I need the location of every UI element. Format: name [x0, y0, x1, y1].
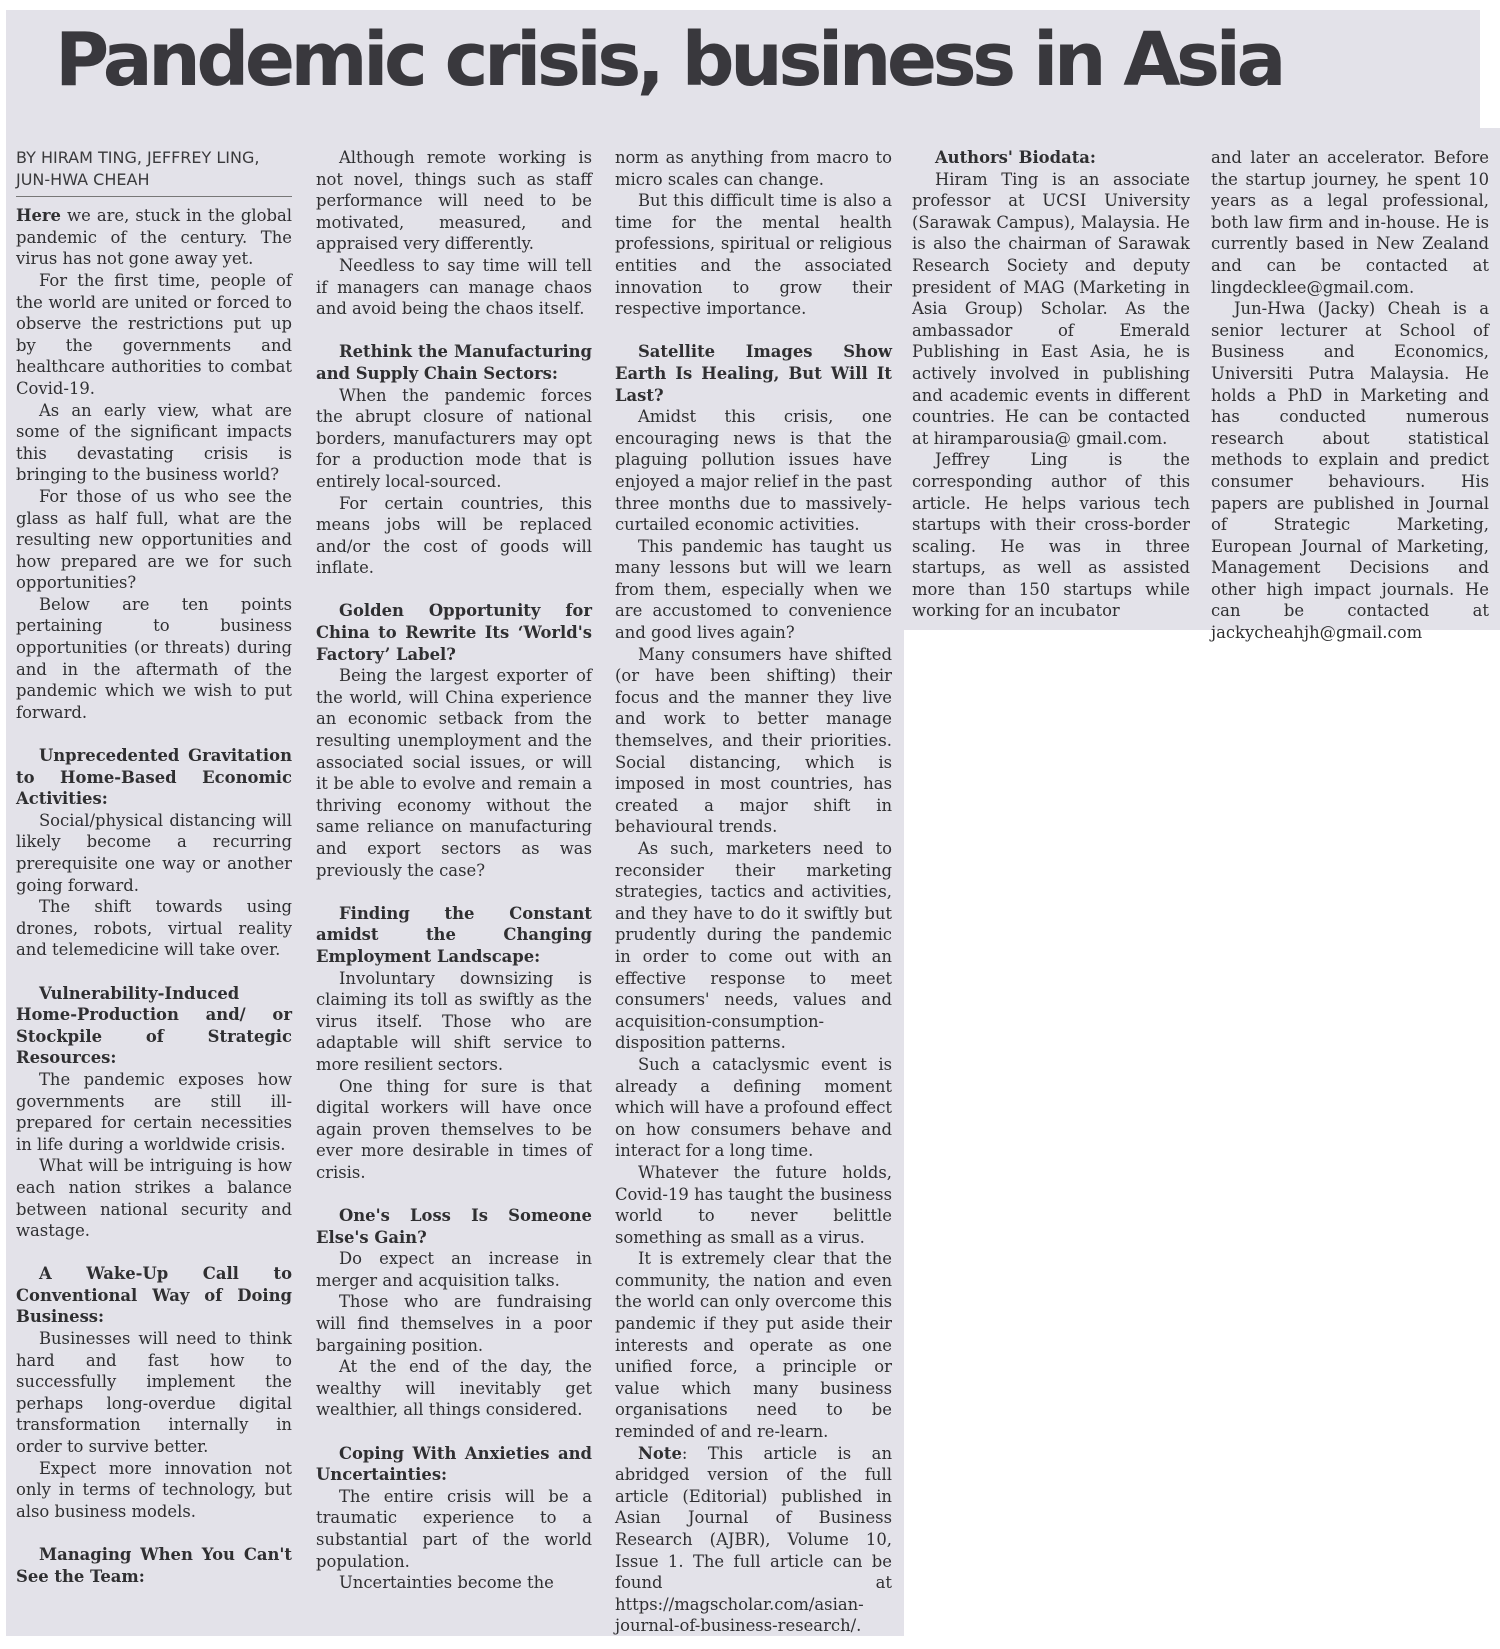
paragraph: Involuntary downsizing is claiming its toll as swiftly as the virus itself. Those who are adaptable will shift service to more resilient sectors.	[316, 968, 592, 1074]
biodata-column-2	[1211, 147, 1489, 644]
paragraph: and later an accelerator. Before the startup journey, he spent 10 years as a legal professional, both law firm and in-house. He is currently based in New Zealand and can be contacted at lingdecklee@gmail.com.	[1211, 148, 1489, 297]
subheading: Golden Opportunity for China to Rewrite Its ‘World's Factory’ Label?	[316, 601, 592, 664]
article-column-2	[316, 147, 592, 1594]
headline: Pandemic crisis, business in Asia	[55, 17, 1282, 103]
paragraph-text: we are, stuck in the global pandemic of the century. The virus has not gone away yet.	[16, 206, 292, 269]
paragraph: Whatever the future holds, Covid-19 has taught the business world to never belittle something as small as a virus.	[615, 1162, 892, 1247]
paragraph: This pandemic has taught us many lessons but will we learn from them, especially when we are accustomed to convenience and good lives again?	[615, 536, 892, 643]
paragraph: Below are ten points pertaining to business opportunities (or threats) during and in the aftermath of the pandemic which we wish to put forward.	[16, 594, 292, 722]
paragraph: The entire crisis will be a traumatic experience to a substantial part of the world population.	[316, 1486, 592, 1571]
subheading: Vulnerability-Induced Home-Production and/ or Stockpile of Strategic Resources:	[16, 983, 292, 1068]
paragraph: The pandemic exposes how governments are still ill-prepared for certain necessities in life during a worldwide crisis.	[16, 1069, 292, 1154]
paragraph: As an early view, what are some of the significant impacts this devastating crisis is bringing to the business world?	[16, 400, 292, 485]
paragraph: Expect more innovation not only in terms of technology, but also business models.	[16, 1458, 292, 1521]
note-paragraph	[615, 1443, 892, 1637]
biodata-column-1	[912, 147, 1190, 622]
article-column-1	[16, 147, 292, 1587]
lead-word: Here	[16, 206, 61, 226]
article-column-3	[615, 147, 892, 1637]
subheading: Rethink the Manufacturing and Supply Chain Sectors:	[316, 342, 592, 383]
paragraph: Businesses will need to think hard and fast how to successfully implement the perhaps long-overdue digital transformation internally in order to survive better.	[16, 1329, 292, 1457]
paragraph: Being the largest exporter of the world, will China experience an economic setback from the resulting unemployment and the associated social issues, or will it be able to evolve and remain a thriving economy without the same reliance on manufacturing and export sectors as was previously the case?	[316, 666, 592, 880]
paragraph: The shift towards using drones, robots, virtual reality and telemedicine will take over.	[16, 897, 292, 960]
paragraph: For those of us who see the glass as half full, what are the resulting new opportunities and how prepared are we for such opportunities?	[16, 486, 292, 593]
paragraph: At the end of the day, the wealthy will inevitably get wealthier, all things considered.	[316, 1357, 592, 1420]
paragraph: Many consumers have shifted (or have been shifting) their focus and the manner they live and work to better manage themselves, and their priorities. Social distancing, which is imposed in most countries, has created a major shift in behavioural trends.	[615, 644, 892, 837]
paragraph: What will be intriguing is how each nation strikes a balance between national security and wastage.	[16, 1156, 292, 1241]
paragraph: Although remote working is not novel, things such as staff performance will need to be motivated, measured, and appraised very differently.	[316, 148, 592, 254]
paragraph: Do expect an increase in merger and acquisition talks.	[316, 1249, 592, 1290]
note-text: : This article is an abridged version of the full article (Editorial) published in Asian Journal of Business Research (AJBR), Volume 10, Issue 1. The full article can be found at https://magscholar.com/asian-journal-of-business-research/.	[615, 1443, 892, 1636]
subheading: One's Loss Is Someone Else's Gain?	[316, 1206, 592, 1247]
subheading: Managing When You Can't See the Team:	[16, 1545, 292, 1586]
paragraph	[16, 205, 292, 270]
byline: BY HIRAM TING, JEFFREY LING, JUN-HWA CHEAH	[16, 147, 292, 197]
paragraph: Social/physical distancing will likely become a recurring prerequisite one way or another going forward.	[16, 810, 292, 895]
paragraph: When the pandemic forces the abrupt closure of national borders, manufacturers may opt for a production mode that is entirely local-sourced.	[316, 385, 592, 491]
subheading: Coping With Anxieties and Uncertainties:	[316, 1443, 592, 1485]
paragraph: Amidst this crisis, one encouraging news is that the plaguing pollution issues have enjoyed a major relief in the past three months due to massively-curtailed economic activities.	[615, 407, 892, 535]
paragraph: norm as anything from macro to micro scales can change.	[615, 148, 892, 189]
paragraph: For the first time, people of the world are united or forced to observe the restrictions put up by the governments and healthcare authorities to combat Covid-19.	[16, 270, 292, 398]
subheading: Satellite Images Show Earth Is Healing, But Will It Last?	[615, 342, 892, 405]
paragraph: Needless to say time will tell if managers can manage chaos and avoid being the chaos itself.	[316, 255, 592, 319]
subheading: A Wake-Up Call to Conventional Way of Doing Business:	[16, 1264, 292, 1327]
paragraph: One thing for sure is that digital workers will have once again proven themselves to be ever more desirable in times of crisis.	[316, 1076, 592, 1182]
subheading: Finding the Constant amidst the Changing Employment Landscape:	[316, 903, 592, 966]
paragraph: But this difficult time is also a time for the mental health professions, spiritual or religious entities and the associated innovation to grow their respective importance.	[615, 191, 892, 319]
paragraph: Uncertainties become the	[338, 1573, 554, 1593]
paragraph: Those who are fundraising will find themselves in a poor bargaining position.	[316, 1292, 592, 1355]
note-label: Note	[637, 1443, 682, 1463]
paragraph: It is extremely clear that the community, the nation and even the world can only overcome this pandemic if they put aside their interests and operate as one unified force, a principle or value which many business organisations need to be reminded of and re-learn.	[615, 1249, 892, 1442]
paragraph: Hiram Ting is an associate professor at UCSI University (Sarawak Campus), Malaysia. He is also the chairman of Sarawak Research Society and deputy president of MAG (Marketing in Asia Group) Scholar. As the ambassador of Emerald Publishing in East Asia, he is actively involved in publishing and academic events in different countries. He can be contacted at hiramparousia@ gmail.com.	[912, 169, 1190, 448]
subheading: Unprecedented Gravitation to Home-Based Economic Activities:	[16, 746, 292, 809]
paragraph: Such a cataclysmic event is already a defining moment which will have a profound effect on how consumers behave and interact for a long time.	[615, 1054, 892, 1161]
paragraph: For certain countries, this means jobs will be replaced and/or the cost of goods will inflate.	[316, 493, 592, 578]
paragraph: Jun-Hwa (Jacky) Cheah is a senior lecturer at School of Business and Economics, Universiti Putra Malaysia. He holds a PhD in Marketing and has conducted numerous research about statistical methods to explain and predict consumer behaviours. His papers are published in Journal of Strategic Marketing, European Journal of Marketing, Management Decisions and other high impact journals. He can be contacted at jackycheahjh@gmail.com	[1211, 299, 1489, 643]
paragraph: Jeffrey Ling is the corresponding author of this article. He helps various tech startups with their cross-border scaling. He was in three startups, as well as assisted more than 150 startups while working for an incubator	[912, 450, 1190, 621]
biodata-heading: Authors' Biodata:	[934, 148, 1096, 167]
paragraph: As such, marketers need to reconsider their marketing strategies, tactics and activities, and they have to do it swiftly but prudently during the pandemic in order to come out with an effective response to meet consumers' needs, values and acquisition-consumption-disposition patterns.	[615, 839, 892, 1053]
